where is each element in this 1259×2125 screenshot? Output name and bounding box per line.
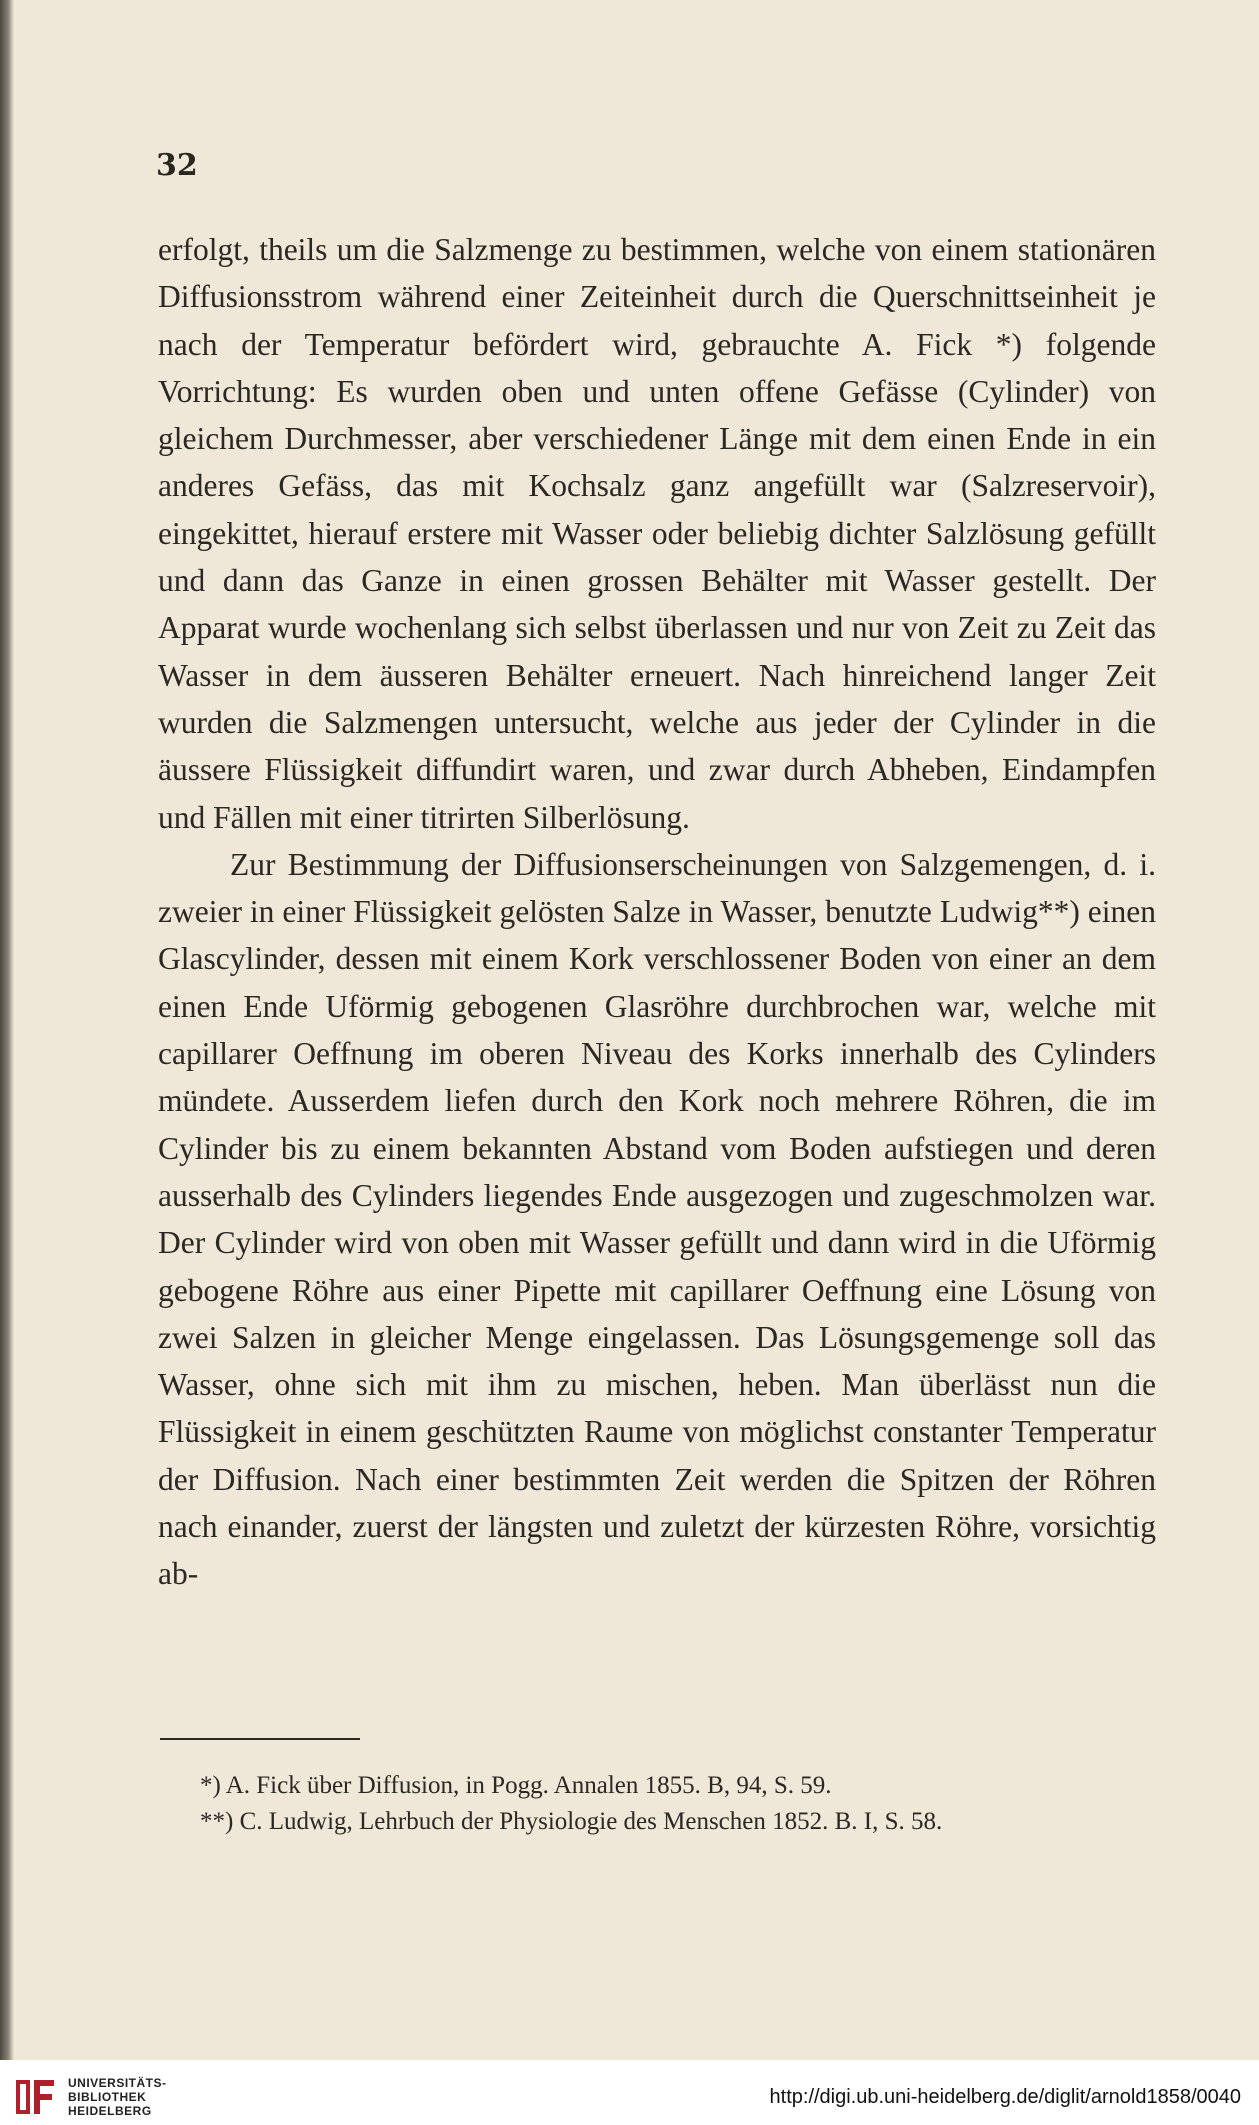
source-url-link[interactable]: http://digi.ub.uni-heidelberg.de/diglit/arnold1858/0040	[769, 2086, 1241, 2108]
library-name-line-3: HEIDELBERG	[68, 2104, 152, 2118]
paragraph-2: Zur Bestimmung der Diffusionserscheinungen von Salzgemengen, d. i. zweier in einer Flüssigkeit gelösten Salze in Wasser, benutzte Ludwig**) einen Glascylinder, dessen mit einem Kork verschlossener Boden von einer an dem einen Ende Uförmig gebogenen Glasröhre durchbrochen war, welche mit capillarer Oeffnung im oberen Niveau des Korks innerhalb des Cylinders mündete. Ausserdem liefen durch den Kork noch mehrere Röhren, die im Cylinder bis zu einem bekannten Abstand vom Boden aufstiegen und deren ausserhalb des Cylinders liegendes Ende ausgezogen und zugeschmolzen war. Der Cylinder wird von oben mit Wasser gefüllt und dann wird in die Uförmig gebogene Röhre aus einer Pipette mit capillarer Oeffnung eine Lösung von zwei Salzen in gleicher Menge eingelassen. Das Lösungsgemenge soll das Wasser, ohne sich mit ihm zu mischen, heben. Man überlässt nun die Flüssigkeit in einem geschützten Raume von möglichst constanter Temperatur der Diffusion. Nach einer bestimmten Zeit werden die Spitzen der Röhren nach einander, zuerst der längsten und zuletzt der kürzesten Röhre, vorsichtig ab-	[158, 846, 1156, 1592]
book-binding-edge	[0, 0, 14, 2060]
library-logo-icon	[12, 2074, 58, 2120]
library-name	[68, 2076, 167, 2118]
footnote-1: *) A. Fick über Diffusion, in Pogg. Annalen 1855. B, 94, S. 59.	[200, 1772, 832, 1799]
body-text	[158, 226, 1156, 1598]
library-name-line-2: BIBLIOTHEK	[68, 2090, 147, 2104]
library-name-line-1: UNIVERSITÄTS-	[68, 2076, 167, 2090]
page-number: 32	[156, 148, 198, 183]
footnote-separator	[160, 1738, 360, 1740]
footnotes	[200, 1768, 1160, 1840]
paragraph-1: erfolgt, theils um die Salzmenge zu bestimmen, welche von einem stationären Diffusionsstrom während einer Zeiteinheit durch die Querschnittseinheit je nach der Temperatur befördert wird, gebrauchte A. Fick *) folgende Vorrichtung: Es wurden oben und unten offene Gefässe (Cylinder) von gleichem Durchmesser, aber verschiedener Länge mit dem einen Ende in ein anderes Gefäss, das mit Kochsalz ganz angefüllt war (Salzreservoir), eingekittet, hierauf erstere mit Wasser oder beliebig dichter Salzlösung gefüllt und dann das Ganze in einen grossen Behälter mit Wasser gestellt. Der Apparat wurde wochenlang sich selbst überlassen und nur von Zeit zu Zeit das Wasser in dem äusseren Behälter erneuert. Nach hinreichend langer Zeit wurden die Salzmengen untersucht, welche aus jeder der Cylinder in die äussere Flüssigkeit diffundirt waren, und zwar durch Abheben, Eindampfen und Fällen mit einer titrirten Silberlösung.	[158, 232, 1156, 835]
footnote-2: **) C. Ludwig, Lehrbuch der Physiologie des Menschen 1852. B. I, S. 58.	[200, 1808, 943, 1835]
